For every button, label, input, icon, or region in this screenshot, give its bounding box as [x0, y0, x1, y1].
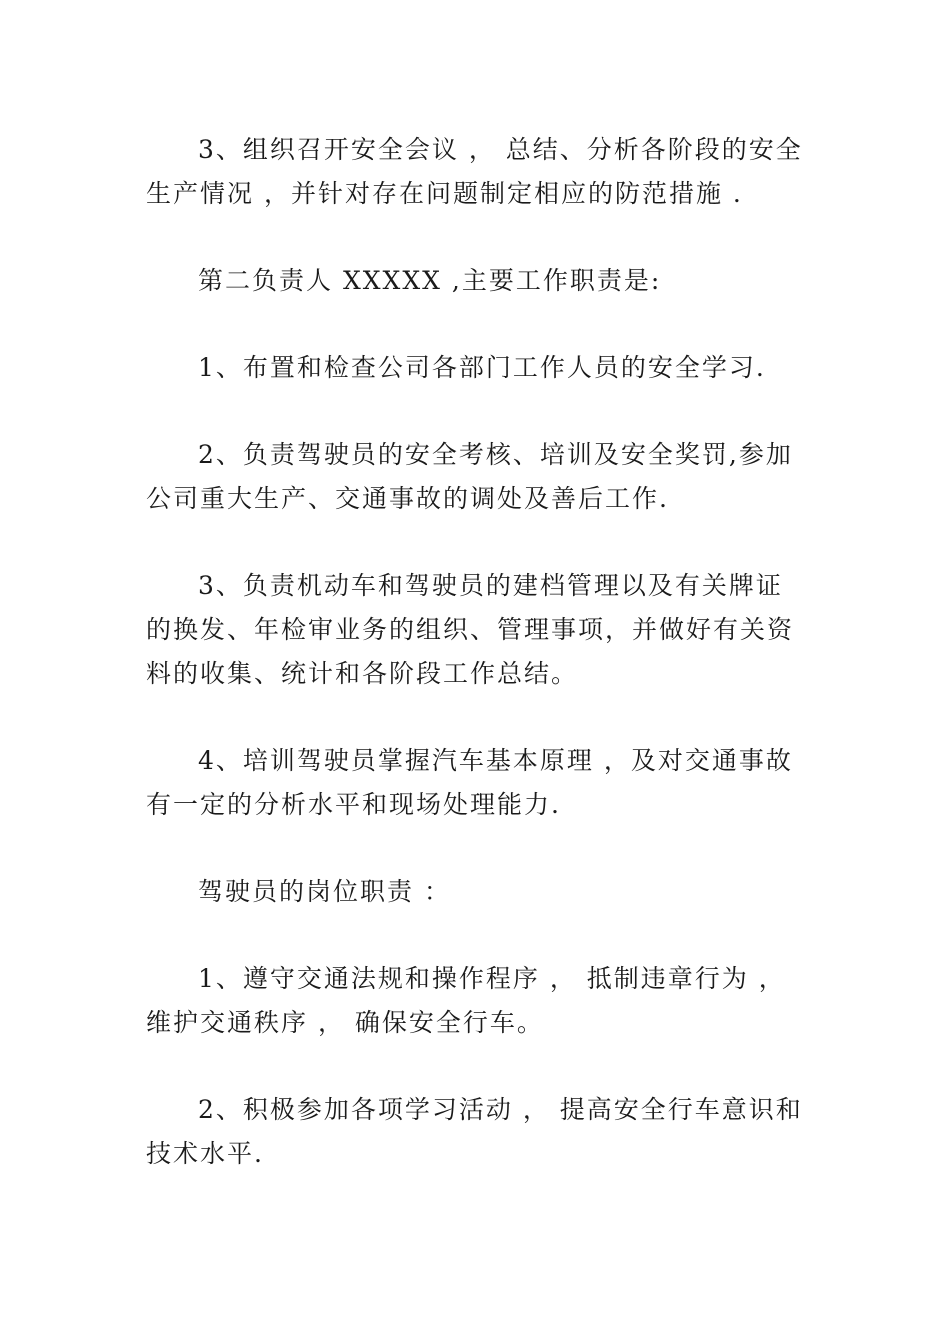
paragraph-meeting-duty: 3、组织召开安全会议 ， 总结、分析各阶段的安全生产情况 ，并针对存在问题制定相应的防范措施 .: [146, 135, 803, 208]
paragraph-driver-duties-heading: 驾驶员的岗位职责 ：: [198, 877, 451, 906]
paragraph-learning-activities-duty: 2、积极参加各项学习活动 ， 提高安全行车意识和技术水平.: [146, 1095, 803, 1168]
paragraph-driver-assessment-duty: 2、负责驾驶员的安全考核、培训及安全奖罚,参加公司重大生产、交通事故的调处及善后工作.: [146, 440, 793, 513]
paragraph-second-responsible-heading: 第二负责人 XXXXX ,主要工作职责是:: [198, 266, 662, 295]
paragraph-vehicle-records-duty: 3、负责机动车和驾驶员的建档管理以及有关牌证的换发、年检审业务的组织、管理事项，并做好有关资料的收集、统计和各阶段工作总结。: [146, 571, 795, 688]
paragraph-traffic-rules-duty: 1、遵守交通法规和操作程序 ， 抵制违章行为 ， 维护交通秩序 ， 确保安全行车。: [146, 964, 796, 1037]
document-body: [146, 128, 806, 1219]
paragraph-driver-training-duty: 4、培训驾驶员掌握汽车基本原理 ，及对交通事故有一定的分析水平和现场处理能力.: [146, 746, 793, 819]
paragraph-safety-study-duty: 1、布置和检查公司各部门工作人员的安全学习.: [198, 353, 766, 382]
